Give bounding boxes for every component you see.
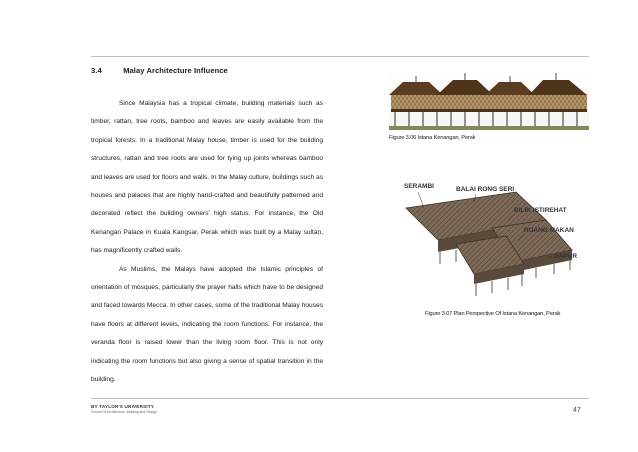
figure-istana-kenangan-photo (389, 70, 589, 130)
palace-elevation-illustration (389, 70, 589, 130)
label-bilik-istirehat: BILIK ISTIREHAT (514, 207, 567, 214)
university-logo (91, 404, 171, 414)
header-rule (91, 56, 589, 57)
section-number: 3.4 (91, 66, 102, 75)
footer-rule (91, 398, 589, 399)
plan-perspective-illustration (396, 178, 589, 303)
page-number: 47 (573, 407, 581, 414)
logo-line-1: BY TAYLOR'S UNIVERSITY (91, 404, 155, 409)
label-dapur: DAPUR (554, 253, 578, 260)
section-title: Malay Architecture Influence (123, 66, 228, 75)
paragraph-1: Since Malaysia has a tropical climate, building materials such as timber, rattan, tree roots, bamboo and leaves are easily available from the tropical forests. In a traditional Malay house, timber is used for the building structures, rattan and tree roots are used for tying up joints whereas bamboo and leaves are used for floors and walls. In the Malay culture, buildings such as houses and palaces that are highly hand-crafted and beautifully patterned and decorated reflect the building owners' high status. For instance, the Old Kenangan Palace in Kuala Kangsar, Perak which was built by a Malay sultan, has magnificently crafted walls. (91, 100, 323, 255)
body-text (91, 95, 323, 390)
label-ruang-makan: RUANG MAKAN (524, 227, 574, 234)
figure-plan-perspective (396, 178, 589, 303)
logo-line-2: School Of Architecture, Building and Design (91, 410, 157, 414)
label-balai-rong-seri: BALAI RONG SERI (456, 186, 515, 193)
label-serambi: SERAMBI (404, 183, 434, 190)
figure-caption-1: Figure 3.06 Istana Kenangan, Perak (389, 135, 476, 141)
paragraph-2: As Muslims, the Malays have adopted the Islamic principles of orientation of mosques, particularly the prayer halls which have to be designed and faced towards Mecca. In other cases, some of the traditional Malay houses have floors at different levels, indicating the room functions. For instance, the veranda floor is raised lower than the living room floor. This is not only indicating the room functions but also giving a sense of spatial transition in the building. (91, 265, 323, 384)
section-heading (91, 66, 228, 75)
figure-caption-2: Figure 3.07 Plan Perspective Of Istana Kenangan, Perak (425, 311, 561, 317)
